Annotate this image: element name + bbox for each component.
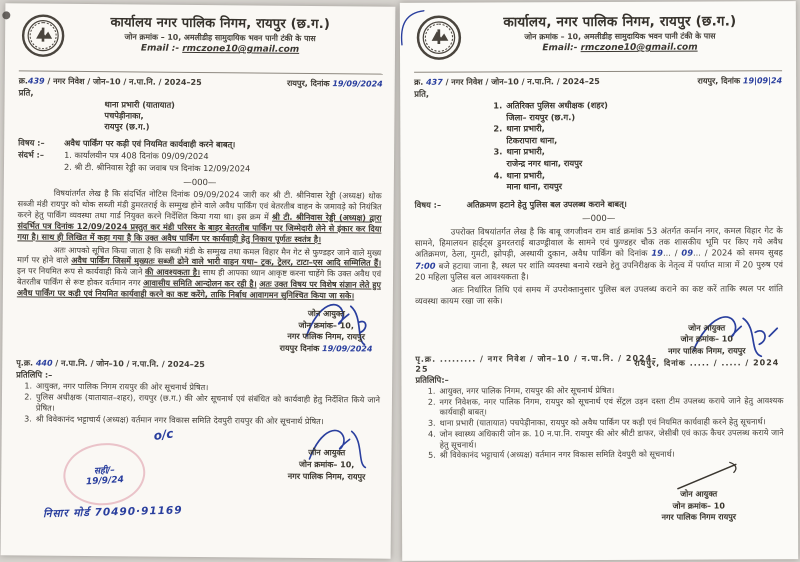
copies-list [16,382,380,428]
subject-text: अतिक्रमण हटाने हेतु पुलिस बल उपलब्ध कराने बाबत्। [466,198,627,210]
stamp-date: 19/9/24 [85,474,125,488]
stamp-signature: सही/– [93,465,115,477]
list-item-number: 4. [493,170,503,181]
copies-label: प्रतिलिपि:– [415,374,449,385]
addressee-block [104,99,382,135]
list-item-text: थाना प्रभारी, [506,169,546,181]
list-item-text: थाना प्रभारी (यातायात) पचपेड़ीनाका, रायपुर को अवैध पार्किंग पर कड़ी एवं नियमित कार्यवाही करने हेतु सूचनार्थ। [439,417,766,428]
list-item-number [488,135,506,147]
letterhead [19,11,384,74]
list-item [489,180,783,193]
letter-number-handwritten: 439 [27,76,45,86]
list-item-text: नगर निवेशक, नगर पालिक निगम, रायपुर को सूचनार्थ एवं सेंट्रल उड़न दस्ता टीम उपलब्ध कराये जाने हेतु आवश्यक कार्यवाही बाबत्। [439,395,784,417]
list-item [16,414,380,428]
letter-date-handwritten: 19/09/2024 [332,79,383,89]
text-segment: बजे हटाया जाना है, स्थल पर शांति व्यवस्था बनाये रखने हेतु उपनिरीक्षक के नेतृत्व में पर्याप्त मात्रा में 20 पुरुष एवं 20 महिला पुलिस बल आवश्यकता है। [414,258,783,282]
signatory-title: जोन आयुक्त [688,323,726,333]
org-subtitle: जोन क्रमांक – 10, अमलीडीह सामुदायिक भवन पानी टंकी के पास [124,32,316,44]
letter-date-handwritten: 19|09|24 [742,76,783,86]
signature-zone-1 [415,308,783,376]
list-item-text: टिकरापारा थाना, [506,135,558,146]
email-address: rmczone10@gmail.com [182,43,300,55]
addressee-list [488,99,782,193]
signatory-title: जोन आयुक्त [308,448,346,458]
text-segment: ... / 2024 को समय सुबह [692,247,783,258]
body-paragraph-1 [17,188,381,246]
oc-handwritten-note: o/c [152,426,175,444]
signature-zone-1 [16,302,380,361]
text-line: 2. श्री टी. श्रीनिवास रेड्डी का जवाब पत्र दिनांक 12/09/2024 [63,161,251,174]
list-item-text: श्री विवेकानंद भट्टाचार्य (अध्यक्ष) वर्तमान नगर विकास समिति देवपुरी रायपुर की ओर सूचनार्थ प्रेषित। [35,414,324,426]
separator: —000— [582,213,616,224]
text-line: पचपेड़ीनाका, [104,110,144,121]
org-email [65,43,375,56]
list-item-text: जिला– रायपुर (छ.ग.) [506,111,576,123]
signatory-block [280,308,373,355]
text-line: थाना प्रभारी (यातायात) [104,99,175,110]
signatory-block-2 [661,489,736,524]
subject-label: विषय :– [414,199,442,210]
list-item-number [488,112,506,124]
list-item-number: 2. [493,123,503,134]
copies-label: प्रतिलिपि :– [16,369,53,380]
signatory-zone: जोन क्रमांक– 10 [672,501,725,511]
text-line: रायपुर (छ.ग.) [104,121,150,132]
list-item [420,450,784,462]
subject-text: अवैध पार्किंग पर कड़ी एवं नियमित कार्यवाही करने बाबत्। [64,138,236,150]
to-label: प्रति, [18,87,34,98]
phone-handwritten-note: निसार मोर्ड 70490·91169 [42,504,183,521]
text-segment: श्री टी. श्रीनिवास रेड्डी (अध्यक्ष) द्वारा संदर्भित पत्र दिनांक 12/09/2024 प्रस्तुत कर मंडी परिसर के बाहर बेतरतीब पार्किंग पर जिम्मेदारी लेने से इंकार कर दिया गया है। साथ ही लिखित में कहा गया है कि उक्त अवैध पार्किंग पर कार्यवाही हेतु निकाय पूर्णतः स्वतंत्र है। [17,212,382,244]
list-item-number: 3. [24,414,32,424]
signatory-date: रायपुर, दिनांक ..... / ..... / 2024 [634,357,780,368]
letter-date: रायपुर, दिनांक 19|09|24 [697,76,783,86]
org-title: कार्यालय, नगर पालिक निगम, रायपुर (छ.ग.) [503,13,737,31]
text-segment: अतः उक्त विषय पर विशेष संज्ञान लेते हुए अवैध पार्किंग पर कड़ी एवं नियमित कार्यवाही करने का कष्ट करेंगे, ताकि निर्बाध आवागमन सुनिश्चित किया जा सके। [16,279,382,301]
signatory-zone: जोन क्रमांक– 10 [680,334,733,344]
signatory-title: जोन आयुक्त [680,489,718,499]
list-item-text: श्री विवेकानंद भट्टाचार्य (अध्यक्ष) वर्तमान नगर विकास समिति देवपुरी को सूचनार्थ। [439,450,675,461]
text-segment: इन पर नियमित रूप से कार्यवाही किये जाने [17,266,146,277]
body-paragraph-1 [415,225,783,283]
list-item-text: थाना प्रभारी, [506,146,545,157]
endorsement-number: पृ.क्र. ......... / नगर निवेश / जोन–10 / न.पा.नि. / 2024–25 [415,353,658,374]
list-item-number [489,182,507,194]
org-subtitle: जोन क्रमांक – 10, अमलीडीह सामुदायिक भवन पानी टंकी के पास [524,31,716,42]
list-item-number: 3. [427,418,436,428]
list-item-number: 4. [427,429,436,439]
letter-right [400,1,798,561]
letter-date: रायपुर, दिनांक 19/09/2024 [286,78,383,89]
signatory-block-2 [288,447,366,482]
list-item-number: 1. [24,381,33,391]
email-label: Email :- [140,43,183,54]
text-segment: अतः आपको सूचित किया जाता है कि सब्जी मंडी के सम्मुख तथा कमल विहार मैन गेट से फुण्डहर जाने वाले मुख्य मार्ग पर होने वाले [17,245,382,266]
letter-left [1,3,396,558]
letter-number: क्र.439 / नगर निवेश / जोन–10 / न.पा.नि. / 2024–25 [18,76,202,88]
list-item-text: जोन स्वास्थ्य अधिकारी जोन क्र. 10 न.पा.नि. रायपुर की ओर श्रीटी डाफर, जेसीबी एवं काऊ कैचर उपलब्ध कराये जाने हेतु सूचनार्थ। [439,428,784,450]
reference-label: संदर्भ :– [18,149,44,160]
text-segment: 19 [651,248,663,259]
endorsement-number: पृ.क्र. 440 / न.पा.नि. / जोन–10 / न.पा.नि. / 2024–25 [16,358,205,370]
text-segment: अवैध पार्किंग जिसमें मुख्यतः सब्जी ढोने वाले भारी वाहन यथा– ट्रक, ट्रेलर, टाटा–एस आदि सम्मिलित हैं। [71,256,382,269]
letter-number-handwritten: 437 [426,77,443,87]
separator: —000— [183,177,217,189]
list-item-text: माना थाना, रायपुर [506,181,563,192]
list-item-number: 2. [24,392,33,402]
text-segment: 7:00 [414,260,436,271]
signatory-zone: जोन क्रमांक– 10, [298,459,355,470]
signatory-org: नगर पालिक निगम, रायपुर [668,346,746,356]
list-item-text: आयुक्त, नगर पालिक निगम, रायपुर की ओर सूचनार्थ प्रेषित। [439,385,615,396]
text-segment: उपरोक्त विषयांतर्गत लेख है कि बाबू जगजीवन राम वार्ड क्रमांक 53 अंतर्गत कर्मान नगर, कमल विहार गेट के सामने, हिमालयन हाईट्स डुमरतराई बाउण्ड्रीवाल के सामने एवं फुण्डहर चौक तक शासकीय भूमि पर किए गये अवैध अतिक्रमण, ठेला, गुमटी, झोपड़ी, अस्थायी दुकान, अवैध पार्किंग को दिनांक [414,224,783,260]
list-item [16,392,380,417]
round-stamp [61,440,149,510]
list-item-number: 2. [427,397,436,407]
reference-row [414,75,782,88]
text-segment: 09 [681,247,693,258]
signatory-org: नगर पालिक निगम, रायपुर [287,332,365,342]
municipal-seal-icon [21,13,65,61]
text-segment: अतः निर्धारित तिथि एवं समय में उपरोक्तानुसार पुलिस बल उपलब्ध कराने का कष्ट करें ताकि स्थल पर शांति व्यवस्था कायम रखा जा सके। [415,283,784,307]
email-address: rmczone10@gmail.com [580,42,698,54]
signatory-org: नगर पालिक निगम, रायपुर [287,471,366,482]
list-item-number: 5. [428,451,436,461]
list-item-number [488,158,506,170]
letter-number: क्र. 437 / नगर निवेश / जोन–10 / न.पा.नि. / 2024–25 [414,76,600,87]
text-segment: ... / [662,247,682,259]
signatory-org: नगर पालिक निगम रायपुर [661,512,737,523]
signatory-block [634,322,779,369]
punch-hole-dot [2,11,10,19]
list-item-number: 3. [493,146,503,157]
list-item [420,396,784,419]
municipal-seal-icon [416,15,462,65]
subject-label: विषय :– [18,137,45,148]
bottom-zone [416,462,784,526]
list-item-text: राजेन्द्र नगर थाना, रायपुर [506,158,583,169]
list-item-text: अतिरिक्त पुलिस अधीक्षक (शहर) [506,99,608,111]
letterhead [414,11,782,73]
list-item-number: 1. [493,100,503,111]
text-segment: साथ ही आपका ध्यान आकृष्ट करना चाहेंगे कि उक्त अवैध एवं बेतरतीब पार्किंग से रूष्ट होकर वर्तमान नगर [16,268,382,288]
list-item-text: थाना प्रभारी, [506,123,545,134]
endorsement-number-handwritten: 440 [35,358,53,368]
to-label: प्रति, [414,88,430,99]
email-label: Email:- [542,43,581,54]
text-segment: आवासीय समिति आन्दोलन कर रही है। [143,278,257,289]
org-email [466,42,774,53]
signatory-zone: जोन क्रमांक– 10, [298,320,354,331]
body-paragraph-2 [415,283,783,307]
signatory-title: जोन आयुक्त [307,309,345,319]
list-item [420,428,784,451]
bottom-zone [15,426,380,521]
reference-list-row [18,150,382,177]
text-line: 1. कार्यालयीन पत्र 408 दिनांक 09/09/2024 [64,149,209,162]
list-item-number: 1. [427,386,436,396]
copies-list [419,385,783,462]
signatory-date: रायपुर दिनांक 19/09/2024 [279,343,373,354]
subject-row [415,198,783,211]
reference-lines [64,150,382,177]
list-item-text: पुलिस अधीक्षक (यातायात–शहर), रायपुर (छ.ग.) की ओर सूचनार्थ एवं संबंधित को कार्यवाही हेतु निर्देशित किये जाने प्रेषित। [35,392,381,413]
list-item-text: आयुक्त, नगर पालिक निगम रायपुर की ओर सूचनार्थ प्रेषित। [36,381,209,393]
text-segment: की आवश्यकता है। [145,267,201,278]
org-title: कार्यालय नगर पालिक निगम, रायपुर (छ.ग.) [110,15,331,33]
text-segment: विषयांतर्गत लेख है कि संदर्भित नोटिस दिनांक 09/09/2024 जारी कर श्री टी. श्रीनिवास रेड्डी (अध्यक्ष) थोक सब्जी मंडी रायपुर को थोक सब्जी मंडी डुमरतराई के सम्मुख होने वाले अवैध पार्किंग एवं बेतरतीब वाहन के जमावड़े को नियंत्रित करने हेतु पार्किंग व्यवस्था तथा गार्ड नियुक्त करने निर्देशित किया गया था। इस क्रम में [17,188,382,222]
body-paragraph-2 [17,245,381,303]
